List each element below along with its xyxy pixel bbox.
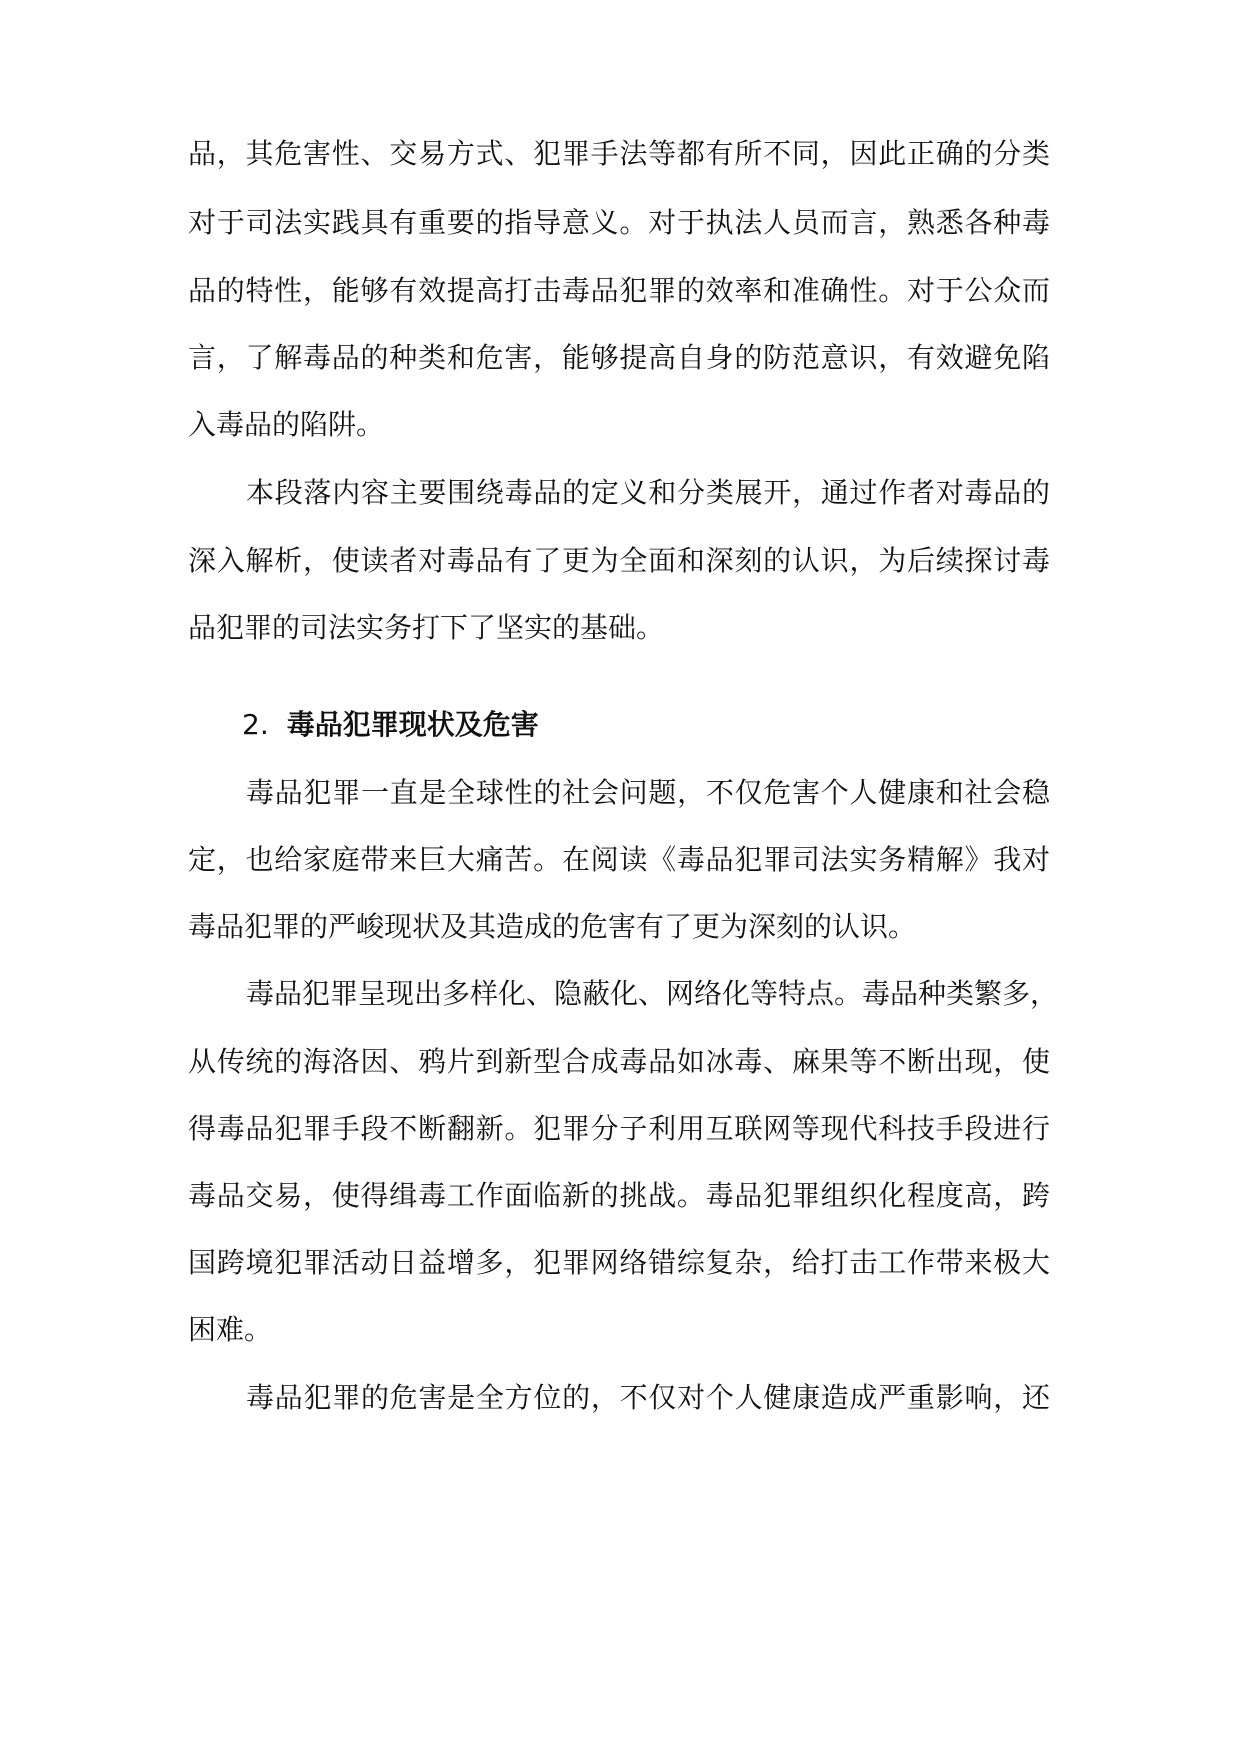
section-title: 毒品犯罪现状及危害	[286, 708, 539, 741]
paragraph-4-line-6: 困难。	[188, 1313, 273, 1346]
paragraph-3-line-1: 毒品犯罪一直是全球性的社会问题，不仅危害个人健康和社会稳	[246, 776, 1050, 809]
paragraph-1-line-1: 品，其危害性、交易方式、犯罪手法等都有所不同，因此正确的分类	[188, 137, 1050, 170]
paragraph-1-line-3: 品的特性，能够有效提高打击毒品犯罪的效率和准确性。对于公众而	[188, 274, 1050, 307]
paragraph-2-line-2: 深入解析，使读者对毒品有了更为全面和深刻的认识，为后续探讨毒	[188, 544, 1050, 577]
section-heading	[242, 705, 742, 745]
paragraph-4-line-1: 毒品犯罪呈现出多样化、隐蔽化、网络化等特点。毒品种类繁多，	[246, 977, 1059, 1010]
paragraph-3-line-3: 毒品犯罪的严峻现状及其造成的危害有了更为深刻的认识。	[188, 910, 917, 943]
paragraph-3-line-2: 定，也给家庭带来巨大痛苦。在阅读《毒品犯罪司法实务精解》我对	[188, 843, 1050, 876]
paragraph-1-line-2: 对于司法实践具有重要的指导意义。对于执法人员而言，熟悉各种毒	[188, 206, 1050, 239]
paragraph-2-line-1: 本段落内容主要围绕毒品的定义和分类展开，通过作者对毒品的	[246, 476, 1050, 509]
paragraph-1-line-4: 言，了解毒品的种类和危害，能够提高自身的防范意识，有效避免陷	[188, 341, 1050, 374]
paragraph-1-line-5: 入毒品的陷阱。	[188, 408, 385, 441]
paragraph-2-line-3: 品犯罪的司法实务打下了坚实的基础。	[188, 611, 665, 644]
section-number: 2.	[242, 708, 269, 741]
paragraph-5-line-1: 毒品犯罪的危害是全方位的，不仅对个人健康造成严重影响，还	[246, 1381, 1050, 1414]
paragraph-4-line-5: 国跨境犯罪活动日益增多，犯罪网络错综复杂，给打击工作带来极大	[188, 1246, 1050, 1279]
paragraph-4-line-3: 得毒品犯罪手段不断翻新。犯罪分子利用互联网等现代科技手段进行	[188, 1112, 1050, 1145]
paragraph-4-line-4: 毒品交易，使得缉毒工作面临新的挑战。毒品犯罪组织化程度高，跨	[188, 1179, 1050, 1212]
paragraph-4-line-2: 从传统的海洛因、鸦片到新型合成毒品如冰毒、麻果等不断出现，使	[188, 1045, 1050, 1078]
